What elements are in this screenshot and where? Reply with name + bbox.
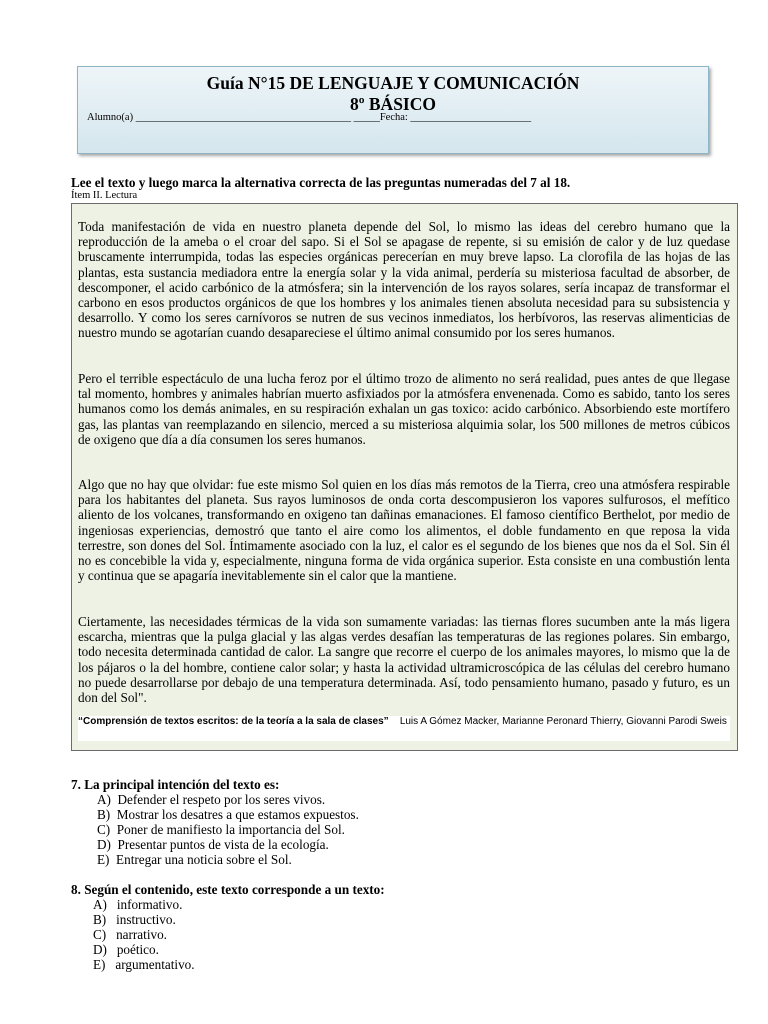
reading-paragraph-4: Ciertamente, las necesidades térmicas de la vida son sumamente variadas: las tiernas flores sucumben ante la más ligera escarcha, mientras que la pulga glacial y las algas verdes desafían las temperaturas de las regiones polares. Sin embargo, todo necesita determinada cantidad de calor. La sangre que recorre el cuerpo de los animales mayores, lo mismo que la de los pájaros o la del hombre, contiene calor solar; y hasta la actividad ultramicroscópica de las células del cerebro humano no puede desarrollarse por debajo de una temperatura determinada. Así, todo pensamiento humano, pasado y futuro, es un don del Sol". (78, 614, 730, 706)
option-letter: C) (93, 927, 107, 942)
reading-paragraph-1: Toda manifestación de vida en nuestro planeta depende del Sol, lo mismo las ideas del cerebro humano que la reproducción de la ameba o el croar del sapo. Si el Sol se apagase de repente, si su emisión de calor y de luz quedase bruscamente interrumpida, todas las especies orgánicas perecerían en muy breve lapso. La clorofila de las hojas de las plantas, esta sustancia mediadora entre la energía solar y la vida animal, perdería su misteriosa facultad de absorber, de descomponer, el acido carbónico de la atmósfera; sin la intervención de los rayos solares, sería incapaz de transformar el carbono en esos productos orgánicos de que los hombres y los animales tienen absoluta necesidad para su subsistencia y desarrollo. Y como los seres carnívoros se nutren de sus vecinos inmediatos, los herbívoros, las reservas alimenticias de nuestro mundo se agotarían cuando desapareciese el último animal consumido por los seres humanos. (78, 219, 730, 341)
citation-title: “Comprensión de textos escritos: de la teoría a la sala de clases” (78, 716, 389, 727)
option-8c[interactable] (93, 927, 167, 943)
option-7d[interactable] (97, 837, 329, 853)
question-text: 8. Según el contenido, este texto corresponde a un texto: (71, 882, 385, 897)
option-8e[interactable] (93, 957, 195, 973)
question-8 (71, 882, 385, 897)
option-text: Poner de manifiesto la importancia del Sol. (116, 822, 345, 837)
option-text: narrativo. (116, 927, 167, 942)
option-text: Mostrar los desatres a que estamos expuestos. (116, 807, 359, 822)
option-letter: B) (97, 807, 111, 822)
option-text: instructivo. (116, 912, 176, 927)
reading-text-box (71, 203, 738, 751)
option-8a[interactable] (93, 897, 182, 913)
option-7b[interactable] (97, 807, 359, 823)
option-text: Presentar puntos de vista de la ecología. (117, 837, 329, 852)
option-text: Entregar una noticia sobre el Sol. (116, 852, 292, 867)
option-letter: C) (97, 822, 111, 837)
grade-title: 8º BÁSICO (349, 94, 436, 114)
option-letter: E) (93, 957, 106, 972)
option-text: poético. (116, 942, 159, 957)
citation-authors: Luis A Gómez Macker, Marianne Peronard Thierry, Giovanni Parodi Sweis (399, 716, 727, 727)
source-citation (78, 716, 730, 741)
question-7 (71, 777, 279, 792)
option-letter: A) (93, 897, 107, 912)
reading-paragraph-2: Pero el terrible espectáculo de una lucha feroz por el último trozo de alimento no será realidad, pues antes de que llegase tal momento, hombres y animales habrían muerto asfixiados por la atmósfera envenenada. Como es sabido, tanto los seres humanos como los demás animales, en su respiración exhalan un gas toxico: acido carbónico. Absorbiendo este mortífero gas, las plantas van reemplazando en silencio, merced a su misteriosa alquimia solar, los 500 millones de metros cúbicos de oxigeno que día a día consumen los seres humanos. (78, 371, 730, 447)
guide-title: Guía N°15 DE LENGUAJE Y COMUNICACIÓN (206, 73, 580, 93)
option-letter: D) (93, 942, 107, 957)
option-7a[interactable] (97, 792, 325, 808)
option-7c[interactable] (97, 822, 345, 838)
option-letter: A) (97, 792, 111, 807)
option-text: informativo. (116, 897, 183, 912)
option-text: argumentativo. (115, 957, 195, 972)
option-letter: B) (93, 912, 107, 927)
option-8b[interactable] (93, 912, 176, 928)
option-8d[interactable] (93, 942, 159, 958)
instruction-text: Lee el texto y luego marca la alternativa correcta de las preguntas numeradas del 7 al 18. (71, 175, 571, 190)
guide-header (77, 66, 709, 154)
reading-paragraph-3: Algo que no hay que olvidar: fue este mismo Sol quien en los días más remotos de la Tierra, creo una atmósfera respirable para los habitantes del planeta. Sus rayos luminosos de onda corta descompusieron los vapores sulfurosos, el mefítico aliento de los volcanes, transformando en oxigeno tan dañinas emanaciones. El famoso científico Berthelot, por medio de ingeniosas experiencias, demostró que tanto el aire como los alimentos, el doble fundamento en que reposa la vida terrestre, son dones del Sol. Íntimamente asociado con la luz, el calor es el segundo de los bienes que nos da el Sol. Sin él no es concebible la vida y, especialmente, ninguna forma de vida orgánica superior. Esta consiste en una combustión lenta y continua que se apagaría inevitablemente sin el calor que la mantiene. (78, 477, 730, 584)
item-label: Ítem II. Lectura (71, 190, 138, 201)
option-7e[interactable] (97, 852, 292, 868)
option-letter: D) (97, 837, 111, 852)
option-letter: E) (97, 852, 110, 867)
student-date-fields[interactable]: Alumno(a) _________________________________________ _____Fecha: _______________________ (87, 112, 532, 123)
question-text: 7. La principal intención del texto es: (71, 777, 280, 792)
option-text: Defender el respeto por los seres vivos. (117, 792, 326, 807)
